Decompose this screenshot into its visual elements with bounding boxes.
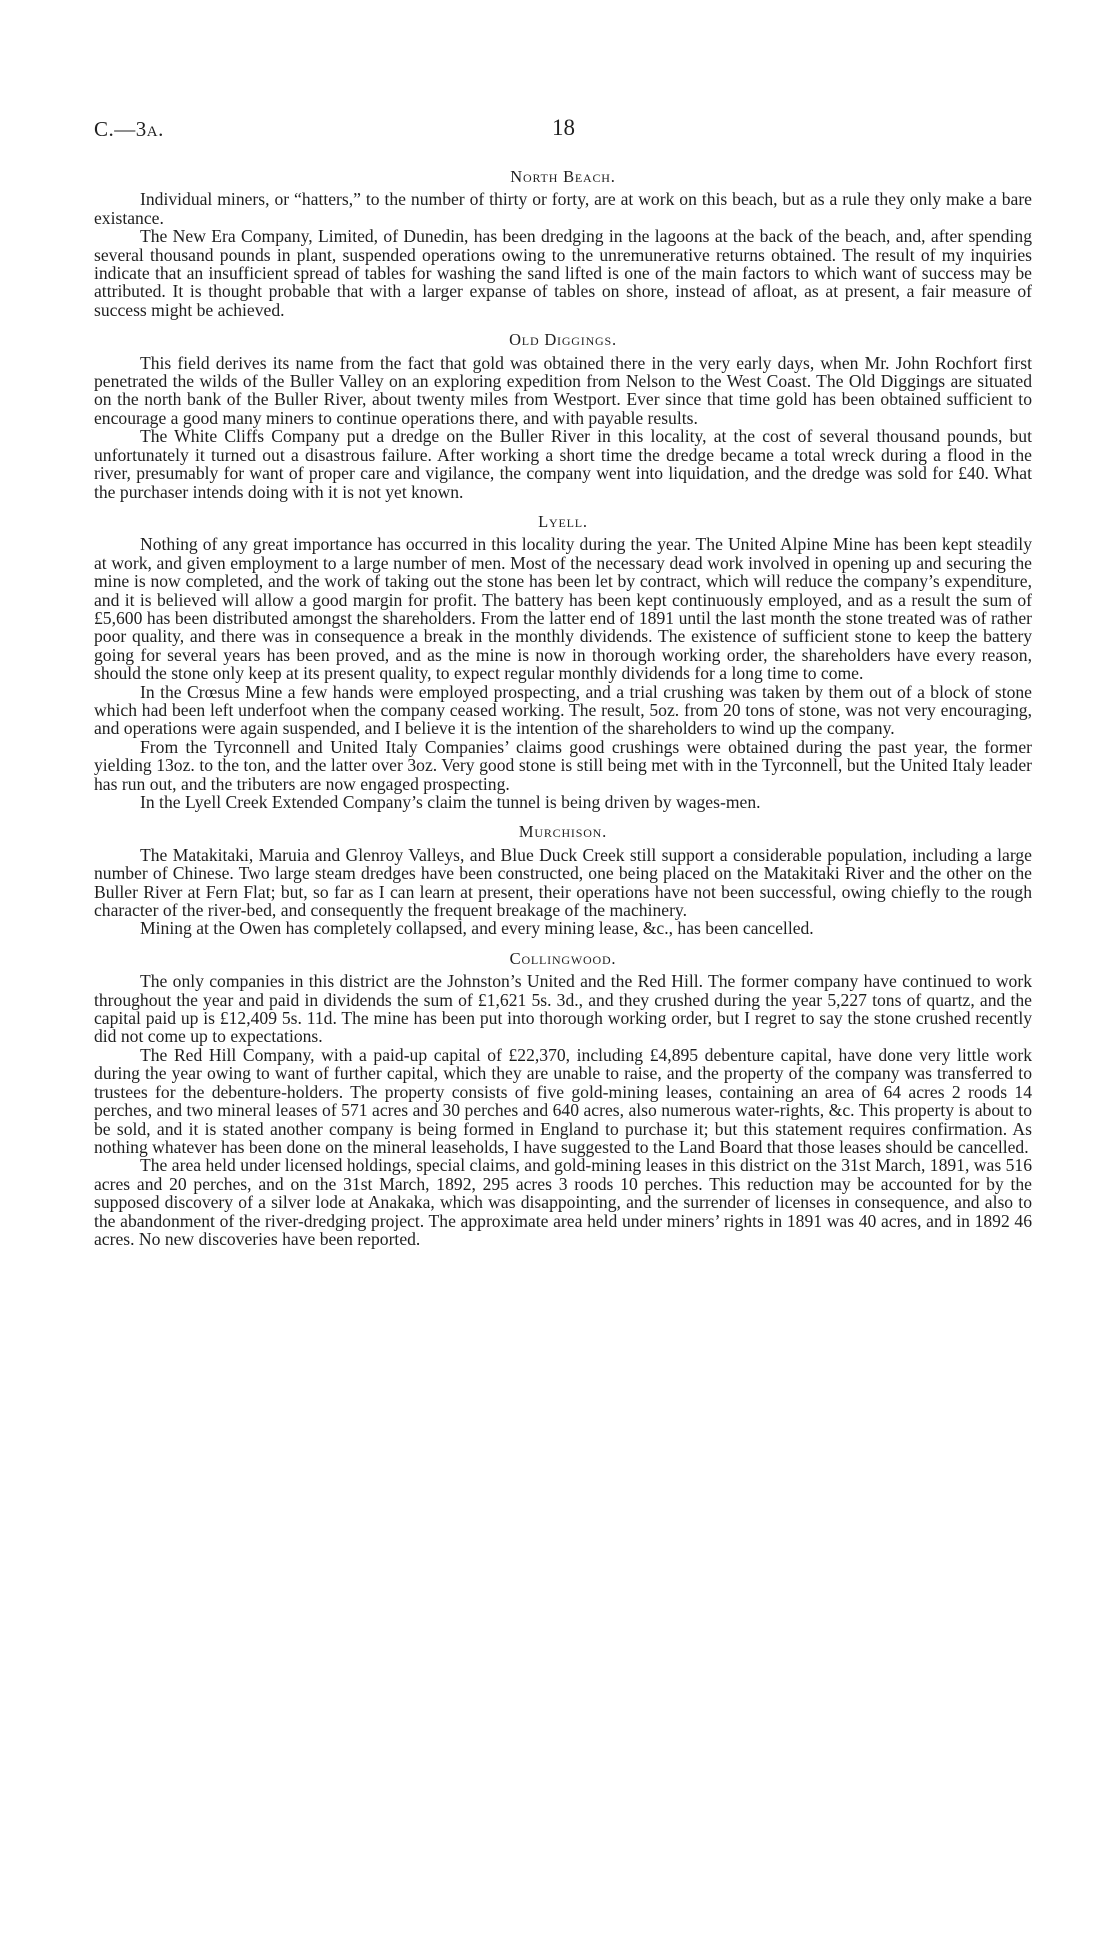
paragraph: Nothing of any great importance has occurred in this locality during the year. The United Alpine Mine has been kept steadily at work, and given employment to a large number of men. Most of the necessary dead work involved in opening up and securing the mine is now completed, and the work of taking out the stone has been let by contract, which will reduce the company’s expenditure, and it is believed will allow a good margin for profit. The battery has been kept continuously employed, and as a result the sum of £5,600 has been distributed amongst the shareholders. From the latter end of 1891 until the last month the stone treated was of rather poor quality, and there was in consequence a break in the monthly dividends. The existence of sufficient stone to keep the battery going for several years has been proved, and as the mine is now in thorough working order, the shareholders have every reason, should the stone only keep at its present quality, to expect regular monthly dividends for a long time to come. — [94, 534, 1032, 684]
paragraph: In the Lyell Creek Extended Company’s claim the tunnel is being driven by wages-men. — [140, 792, 761, 812]
document-body — [94, 168, 1032, 1248]
section-heading: Old Diggings. — [509, 330, 617, 350]
paragraph: The White Cliffs Company put a dredge on the Buller River in this locality, at the cost of several thousand pounds, but unfortunately it turned out a disastrous failure. After working a short time the dredge became a total wreck during a flood in the river, presumably for want of proper care and vigilance, the company went into liquidation, and the dredge was sold for £40. What the purchaser intends doing with it is not yet known. — [94, 426, 1032, 502]
section-heading: Lyell. — [538, 511, 588, 531]
paragraph: The Matakitaki, Maruia and Glenroy Valleys, and Blue Duck Creek still support a considerable population, including a large number of Chinese. Two large steam dredges have been constructed, one being placed on the Matakitaki River and the other on the Buller River at Fern Flat; but, so far as I can learn at present, their operations have not been successful, owing chiefly to the rough character of the river-bed, and consequently the frequent breakage of the machinery. — [94, 844, 1032, 921]
paragraph: This field derives its name from the fact that gold was obtained there in the very early days, when Mr. John Rochfort first penetrated the wilds of the Buller Valley on an exploring expedition from Nelson to the West Coast. The Old Diggings are situated on the north bank of the Buller River, about twenty miles from Westport. Ever since that time gold has been obtained sufficient to encourage a good many miners to continue operations there, and with payable results. — [94, 352, 1032, 428]
section-murchison — [94, 823, 1032, 937]
paragraph: In the Crœsus Mine a few hands were employed prospecting, and a trial crushing was taken by them out of a block of stone which had been left underfoot when the company ceased working. The result, 5oz. from 20 tons of stone, was not very encouraging, and operations were again suspended, and I believe it is the intention of the shareholders to wind up the company. — [94, 681, 1032, 739]
section-old-diggings — [94, 331, 1032, 501]
paragraph: The New Era Company, Limited, of Dunedin, has been dredging in the lagoons at the back of the beach, and, after spending several thousand pounds in plant, suspended operations owing to the unremunerative returns obtained. The result of my inquiries indicate that an insufficient spread of tables for washing the sand lifted is one of the main factors to which want of success may be attributed. It is thought probable that with a larger expanse of tables on shore, instead of afloat, as at present, a fair measure of success might be achieved. — [94, 226, 1032, 320]
section-collingwood — [94, 950, 1032, 1249]
section-north-beach — [94, 168, 1032, 319]
section-heading: Murchison. — [518, 822, 608, 842]
paragraph: The area held under licensed holdings, special claims, and gold-mining leases in this district on the 31st March, 1891, was 516 acres and 20 perches, and on the 31st March, 1892, 295 acres 3 roods 10 perches. This reduction may be accounted for by the supposed discovery of a silver lode at Anakaka, which was disappointing, and the surrender of licenses in consequence, and also to the abandonment of the river-dredging project. The approximate area held under miners’ rights in 1891 was 40 acres, and in 1892 46 acres. No new discoveries have been reported. — [94, 1155, 1032, 1249]
paragraph: From the Tyrconnell and United Italy Companies’ claims good crushings were obtained during the past year, the former yielding 13oz. to the ton, and the latter over 3oz. Very good stone is still being met with in the Tyrconnell, but the United Italy leader has run out, and the tributers are now engaged prospecting. — [94, 736, 1032, 794]
section-heading: North Beach. — [510, 167, 616, 186]
paragraph: Individual miners, or “hatters,” to the number of thirty or forty, are at work on this beach, but as a rule they only make a bare existance. — [94, 189, 1032, 228]
report-reference: C.—3A. — [94, 117, 164, 141]
paragraph: Mining at the Owen has completely collapsed, and every mining lease, &c., has been cancelled. — [140, 918, 814, 939]
section-lyell — [94, 513, 1032, 812]
report-reference-suffix: A — [146, 124, 159, 140]
paragraph: The Red Hill Company, with a paid-up capital of £22,370, including £4,895 debenture capital, have done very little work during the year owing to want of further capital, which they are unable to raise, and the property of the company was transferred to trustees for the debenture-holders. The property consists of five gold-mining leases, containing an area of 64 acres 2 roods 14 perches, and two mineral leases of 571 acres and 30 perches and 640 acres, also numerous water-rights, &c. This property is about to be sold, and it is stated another company is being formed in England to purchase it; but this statement requires confirmation. As nothing whatever has been done on the mineral leaseholds, I have suggested to the Land Board that those leases should be cancelled. — [94, 1044, 1032, 1157]
section-heading: Collingwood. — [509, 948, 617, 968]
paragraph: The only companies in this district are the Johnston’s United and the Red Hill. The former company have continued to work throughout the year and paid in dividends the sum of £1,621 5s. 3d., and they crushed during the year 5,227 tons of quartz, and the capital paid up is £12,409 5s. 11d. The mine has been put into thorough working order, but I regret to say the stone crushed recently did not come up to expectations. — [94, 971, 1032, 1047]
page-number: 18 — [552, 115, 575, 140]
report-reference-main: C.—3 — [94, 117, 147, 141]
